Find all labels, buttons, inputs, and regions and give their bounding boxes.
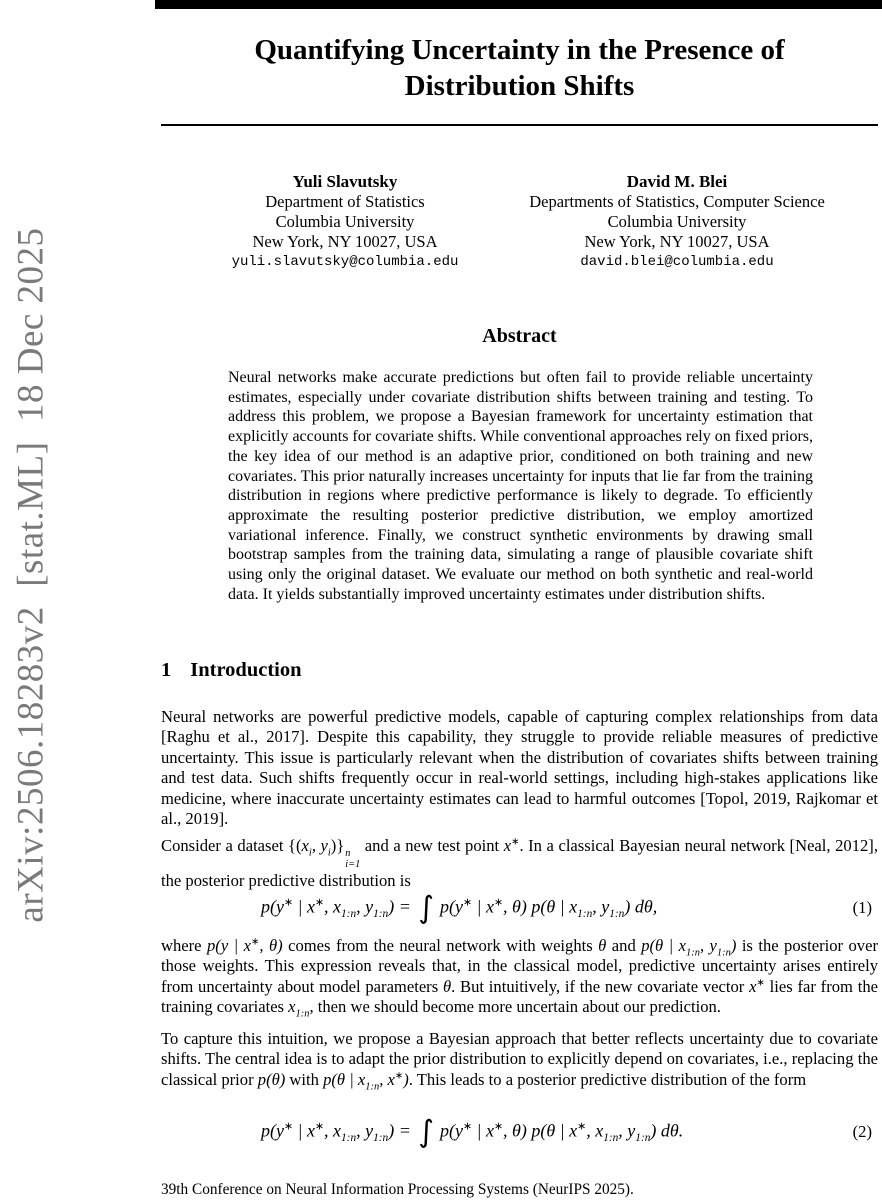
intro-paragraph-2: Consider a dataset {($x_i$, $y_i$)} n i=1 and a new test point x∗. In a classical Bayesian neural network [Neal, 2012], the posterior predictive distribution is <box>161 836 878 890</box>
author-block-1 <box>161 172 529 273</box>
author-name: David M. Blei <box>626 172 728 191</box>
conference-footer: 39th Conference on Neural Information Processing Systems (NeurIPS 2025). <box>161 1181 634 1198</box>
abstract-text: Neural networks make accurate predictions but often fail to provide reliable uncertainty estimates, especially under covariate distribution shifts between training and testing. To address this problem, we propose a Bayesian framework for uncertainty estimation that explicitly accounts for covariate shifts. While conventional approaches rely on fixed priors, the key idea of our method is an adaptive prior, conditioned on both training and new covariates. This prior naturally increases uncertainty for inputs that lie far from the training distribution in regions where predictive performance is likely to degrade. To efficiently approximate the resulting posterior predictive distribution, we employ amortized variational inference. Finally, we construct synthetic environments by drawing small bootstrap samples from the training data, simulating a range of plausible covariate shift using only the original dataset. We evaluate our method on both synthetic and real-world data. It yields substantially improved uncertainty estimates under distribution shifts. <box>228 369 813 603</box>
arxiv-watermark: arXiv:2506.18283v2 [stat.ML] 18 Dec 2025 <box>10 227 52 923</box>
equation-2-formula: p(y∗ | x∗, $x_{1:n}$, $y_{1:n}$) = ∫ p(y∗ | x∗, θ) p(θ | x∗, $x_{1:n}$, $y_{1:n}$) dθ. <box>261 1114 684 1150</box>
paper-title-line2: Distribution Shifts <box>404 70 635 102</box>
section-number: 1 <box>161 659 172 681</box>
author-affiliation-line: Departments of Statistics, Computer Science <box>529 192 825 211</box>
author-affiliation-line: Department of Statistics <box>265 192 425 211</box>
abstract-heading: Abstract <box>482 325 557 347</box>
author-email: david.blei@columbia.edu <box>580 254 774 270</box>
author-affiliation-line: Columbia University <box>607 212 747 231</box>
title-rule <box>161 124 878 126</box>
author-affiliation-line: New York, NY 10027, USA <box>584 232 770 251</box>
author-name: Yuli Slavutsky <box>292 172 398 191</box>
paper-title-line1: Quantifying Uncertainty in the Presence of <box>254 34 785 66</box>
equation-1-formula: p(y∗ | x∗, $x_{1:n}$, $y_{1:n}$) = ∫ p(y∗ | x∗, θ) p(θ | $x_{1:n}$, $y_{1:n}$) dθ, <box>261 890 658 926</box>
equation-1-number: (1) <box>852 898 872 917</box>
equation-1 <box>161 886 878 930</box>
top-black-rule <box>155 0 882 9</box>
equation-2 <box>161 1110 878 1154</box>
paper-title <box>161 32 878 104</box>
author-affiliation-line: Columbia University <box>275 212 415 231</box>
equation-2-number: (2) <box>852 1122 872 1141</box>
intro-paragraph-3: where p(y | x∗, θ) comes from the neural network with weights θ and p(θ | $x_{1:n}$, $y_{1:n}$) is the posterior over those weights. This expression reveals that, in the classical model, predictive uncertainty arises entirely from uncertainty about model parameters θ. But intuitively, if the new covariate vector x∗ lies far from the training covariates $x_{1:n}$, then we should become more uncertain about our prediction. <box>161 936 878 1020</box>
intro-paragraph-4: To capture this intuition, we propose a Bayesian approach that better reflects uncertainty due to covariate shifts. The central idea is to adapt the prior distribution to explicitly depend on covariates, i.e., replacing the classical prior p(θ) with p(θ | $x_{1:n}$, x∗). This leads to a posterior predictive distribution of the form <box>161 1029 878 1093</box>
author-email: yuli.slavutsky@columbia.edu <box>231 254 459 270</box>
section-heading-introduction <box>161 659 302 682</box>
intro-paragraph-1: Neural networks are powerful predictive models, capable of capturing complex relationships from data [Raghu et al., 2017]. Despite this capability, they struggle to provide reliable measures of predictive uncertainty. This issue is particularly relevant when the distribution of covariates shifts between training and test data. Such shifts frequently occur in real-world settings, including high-stakes applications like medicine, where inaccurate uncertainty estimates can lead to harmful outcomes [Topol, 2019, Rajkomar et al., 2019]. <box>161 707 878 829</box>
author-block-2 <box>488 172 866 273</box>
author-affiliation-line: New York, NY 10027, USA <box>252 232 438 251</box>
section-title: Introduction <box>190 659 302 681</box>
